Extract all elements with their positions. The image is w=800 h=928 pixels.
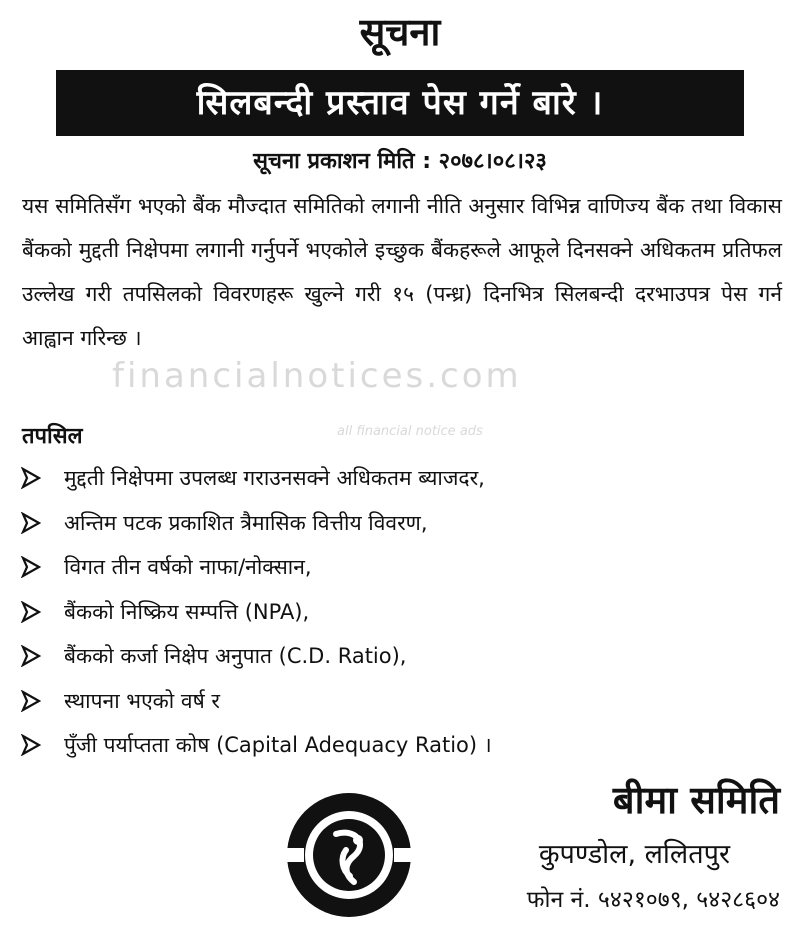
notice-body: यस समितिसँग भएको बैंक मौज्दात समितिको लगानी नीति अनुसार विभिन्न वाणिज्य बैंक तथा विकास बैंकको मुद्दती निक्षेपमा लगानी गर्नुपर्ने भएकोले इच्छुक बैंकहरूले आफूले दिनसक्ने अधिकतम प्रतिफल उल्लेख गरी तपसिलको विवरणहरू खुल्ने गरी १५ (पन्ध्र) दिनभित्र सिलबन्दी दरभाउपत्र पेस गर्न आह्वान गरिन्छ । <box>22 194 782 350</box>
list-item <box>20 634 780 679</box>
arrow-bullet-icon <box>20 734 64 756</box>
beema-samiti-logo-icon <box>284 790 414 920</box>
watermark-tagline: all financial notice ads <box>337 424 483 439</box>
list-item <box>20 456 780 501</box>
list-item-text: पुँजी पर्याप्तता कोष (Capital Adequacy Ratio) । <box>64 733 492 758</box>
list-item-text: बैंकको निष्क्रिय सम्पत्ति (NPA), <box>64 599 310 624</box>
list-item-text: विगत तीन वर्षको नाफा/नोक्सान, <box>64 555 312 580</box>
list-item-text: स्थापना भएको वर्ष र <box>64 688 221 713</box>
list-item <box>20 590 780 635</box>
list-item <box>20 679 780 724</box>
arrow-bullet-icon <box>20 690 64 712</box>
watermark <box>112 356 612 439</box>
list-item-text: अन्तिम पटक प्रकाशित त्रैमासिक वित्तीय विवरण, <box>64 510 428 535</box>
issuer-phone: फोन नं. ५४२१०७९, ५४२८६०४ <box>526 887 780 913</box>
list-item <box>20 723 780 768</box>
subject-banner: सिलबन्दी प्रस्ताव पेस गर्ने बारे । <box>56 70 744 136</box>
list-item <box>20 545 780 590</box>
arrow-bullet-icon <box>20 601 64 623</box>
arrow-bullet-icon <box>20 645 64 667</box>
arrow-bullet-icon <box>20 512 64 534</box>
list-heading: तपसिल <box>22 424 83 449</box>
publication-date: सूचना प्रकाशन मिति : २०७८।०८।२३ <box>253 149 547 174</box>
arrow-bullet-icon <box>20 467 64 489</box>
issuer-address: कुपण्डोल, ललितपुर <box>538 839 730 870</box>
list-item-text: बैंकको कर्जा निक्षेप अनुपात (C.D. Ratio), <box>64 644 407 669</box>
watermark-text: financialnotices.com <box>112 356 522 396</box>
requirements-list <box>20 456 780 768</box>
arrow-bullet-icon <box>20 556 64 578</box>
list-item-text: मुद्दती निक्षेपमा उपलब्ध गराउनसक्ने अधिकतम ब्याजदर, <box>64 466 485 491</box>
notice-title: सूचना <box>359 10 441 54</box>
list-item <box>20 501 780 546</box>
issuer-name: बीमा समिति <box>612 778 780 822</box>
